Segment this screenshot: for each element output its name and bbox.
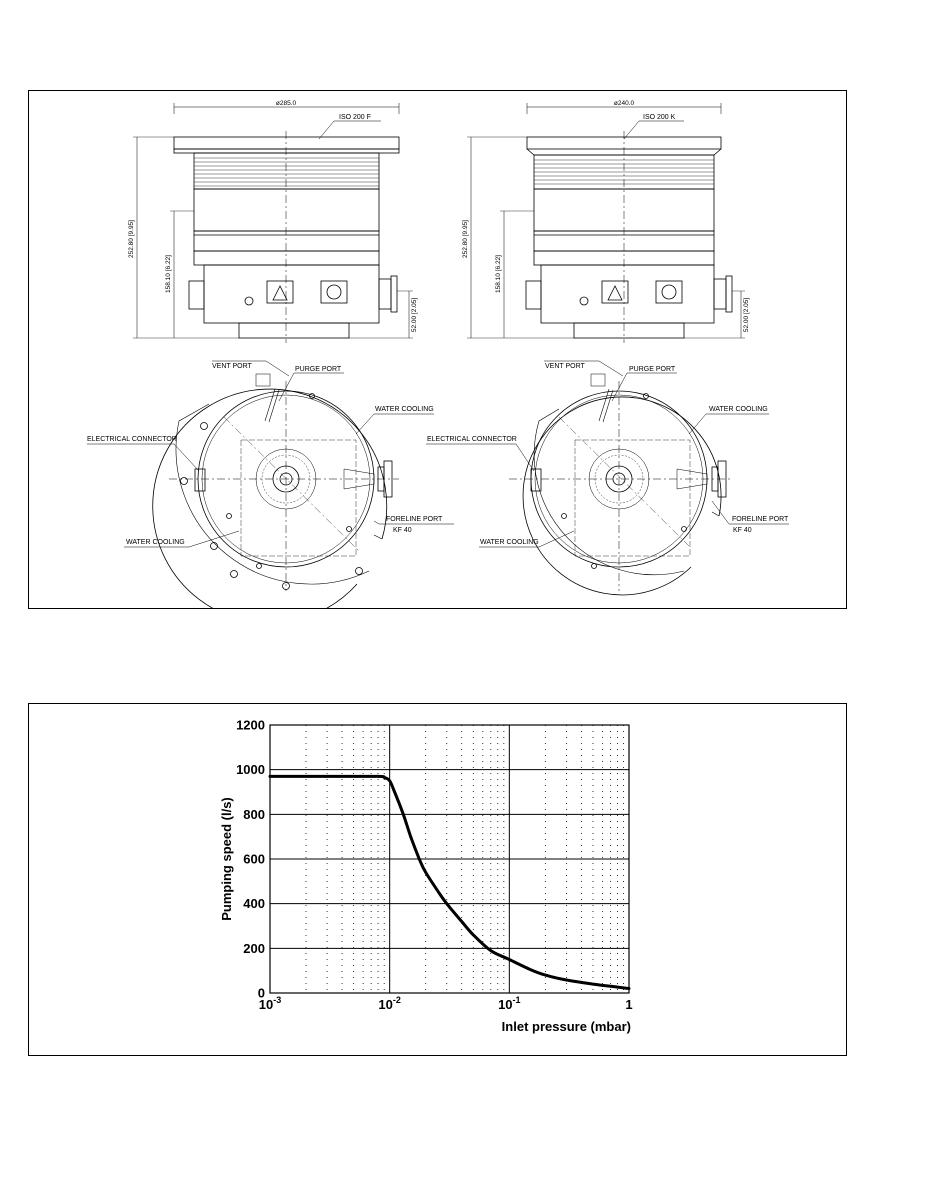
right-foreline-port-label: FORELINE PORT	[732, 516, 789, 523]
right-low-height: 52.00 [2.05]	[743, 297, 750, 333]
left-side-view	[128, 100, 418, 343]
dimension-drawing	[29, 91, 846, 608]
right-vent-port-label: VENT PORT	[545, 363, 585, 370]
left-overall-height: 252.80 [9.95]	[128, 220, 135, 258]
left-mid-height: 158.10 [6.22]	[165, 255, 172, 293]
right-electrical-connector-label: ELECTRICAL CONNECTOR	[427, 436, 517, 443]
left-water-cooling-bottom-label: WATER COOLING	[126, 539, 185, 546]
right-side-view	[462, 100, 750, 343]
right-foreline-kf-label: KF 40	[733, 527, 752, 534]
x-tick-label: $10^{-2}$	[378, 995, 401, 1012]
left-vent-port-label: VENT PORT	[212, 363, 252, 370]
y-tick-label: 1000	[236, 762, 265, 778]
y-tick-label: 0	[257, 985, 265, 1001]
left-water-cooling-top-label: WATER COOLING	[375, 406, 434, 413]
y-tick-label: 400	[243, 896, 265, 912]
y-tick-label: 1200	[236, 717, 265, 733]
pumping-speed-chart-panel	[28, 703, 847, 1056]
dimension-drawing-panel	[28, 90, 847, 609]
left-flange-diameter: ø285.0	[275, 100, 297, 107]
left-electrical-connector-label: ELECTRICAL CONNECTOR	[87, 436, 177, 443]
right-top-view	[426, 361, 789, 595]
pumping-speed-curve	[270, 776, 629, 988]
right-flange-diameter: ø240.0	[613, 100, 635, 107]
right-flange-type: ISO 200 K	[643, 114, 676, 121]
y-tick-label: 200	[243, 940, 265, 956]
right-purge-port-label: PURGE PORT	[629, 366, 676, 373]
left-low-height: 52.00 [2.05]	[411, 297, 418, 333]
left-foreline-kf-label: KF 40	[393, 527, 412, 534]
y-axis-label: Pumping speed (l/s)	[219, 797, 234, 921]
right-water-cooling-top-label: WATER COOLING	[709, 406, 768, 413]
left-top-view	[87, 361, 454, 608]
major-gridlines	[270, 725, 629, 993]
left-foreline-port-label: FORELINE PORT	[386, 516, 443, 523]
right-mid-height: 158.10 [6.22]	[495, 255, 502, 293]
y-tick-label: 600	[243, 851, 265, 867]
right-water-cooling-bottom-label: WATER COOLING	[480, 539, 539, 546]
x-tick-label: $10^{-1}$	[498, 995, 521, 1012]
left-purge-port-label: PURGE PORT	[295, 366, 342, 373]
right-overall-height: 252.80 [9.95]	[462, 220, 469, 258]
x-axis-label: Inlet pressure (mbar)	[501, 1019, 631, 1034]
x-tick-labels	[259, 995, 633, 1012]
left-flange-type: ISO 200 F	[339, 114, 371, 121]
y-tick-label: 800	[243, 806, 265, 822]
y-tick-labels	[236, 718, 265, 1001]
x-tick-label: 1	[625, 997, 633, 1012]
pumping-speed-chart	[29, 704, 846, 1055]
x-tick-label: $10^{-3}$	[258, 995, 282, 1012]
